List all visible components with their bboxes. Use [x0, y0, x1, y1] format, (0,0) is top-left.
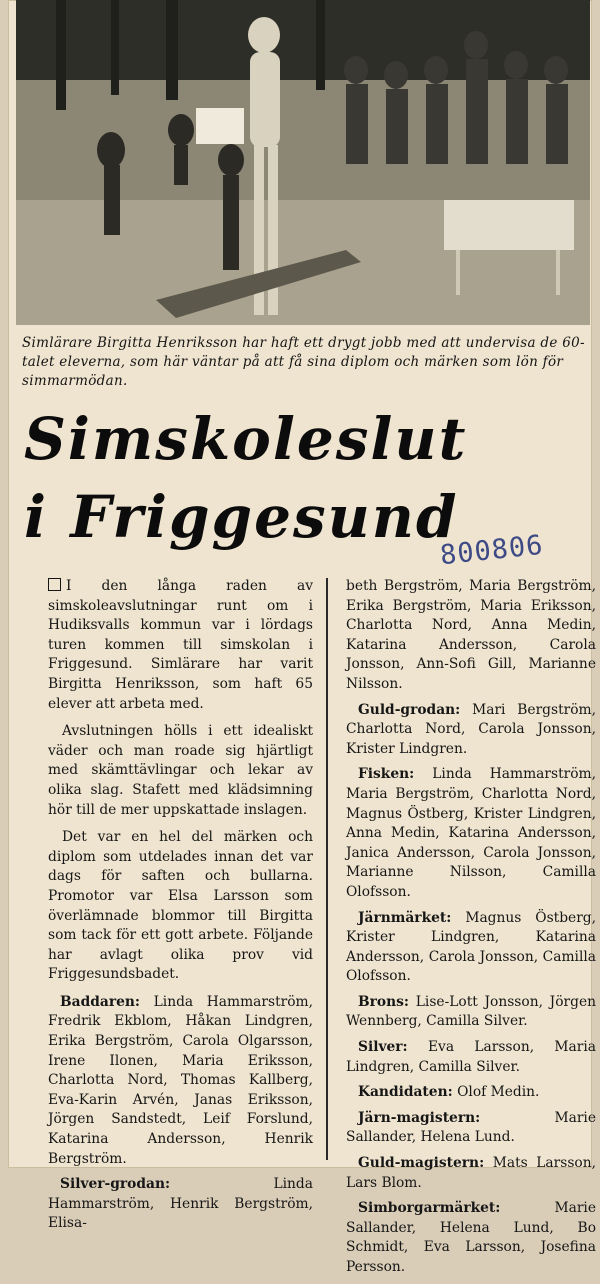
award-title: Brons:	[358, 993, 410, 1010]
award-names: Lise-Lott Jonsson, Jörgen Wennberg, Camilla Silver.	[346, 993, 596, 1030]
article-column-left	[48, 577, 313, 1240]
award-baddaren	[48, 993, 313, 1169]
column-divider	[326, 578, 328, 1160]
award-names: Marie Sallander, Helena Lund.	[346, 1109, 596, 1146]
headline	[24, 400, 584, 556]
award-names: Linda Hammarström, Fredrik Ekblom, Håkan Lindgren, Erika Bergström, Carola Olgarsson, Irene Ilonen, Maria Eriksson, Charlotta Nord, Thomas Kallberg, Eva-Karin Arvén, Janas Eriksson, Jörgen Sandstedt, Leif Forslund, Katarina Andersson, Henrik Bergström.	[48, 993, 313, 1167]
award-brons	[346, 993, 596, 1032]
photo-caption: Simlärare Birgitta Henriksson har haft ett drygt jobb med att undervisa de 60-talet eleverna, som här väntar på att få sina diplom och märken som lön för simmarmödan.	[22, 335, 585, 389]
award-title: Kandidaten:	[358, 1084, 453, 1101]
award-kandidaten	[346, 1083, 596, 1103]
award-fisken	[346, 765, 596, 902]
award-names: Linda Hammarström, Henrik Bergström, Elisa-	[48, 1176, 313, 1232]
article-start-box-icon	[48, 578, 61, 591]
award-title: Baddaren:	[60, 993, 141, 1010]
award-title: Guld-magistern:	[358, 1155, 485, 1172]
award-silver	[346, 1038, 596, 1077]
headline-line-1: Simskoleslut	[24, 405, 468, 473]
paragraph-2: Avslutningen hölls i ett idealiskt väder och man roade sig hjärtligt med skämttävlingar och lekar av olika slag. Stafett med klädsimning hör till de mer uppskattade inslagen.	[48, 723, 313, 818]
award-names: Linda Hammarström, Maria Bergström, Charlotta Nord, Magnus Östberg, Krister Lindgren, Anna Medin, Katarina Andersson, Janica Andersson, Carola Jonsson, Marianne Nilsson, Camilla Olofsson.	[346, 766, 596, 900]
award-names: beth Bergström, Maria Bergström, Erika Bergström, Maria Eriksson, Charlotta Nord, Anna Medin, Katarina Andersson, Carola Jonsson, Ann-Sofi Gill, Marianne Nilsson.	[346, 578, 596, 692]
award-jarn-magistern	[346, 1109, 596, 1148]
award-jarnmarket	[346, 909, 596, 987]
award-title: Simborgarmärket:	[358, 1200, 501, 1217]
award-silver-grodan	[48, 1175, 313, 1234]
paragraph-3: Det var en hel del märken och diplom som utdelades innan det var dags för saften och bullarna. Promotor var Elsa Larsson som överlämnade blommor till Birgitta som tack för ett gott arbete. Följande har avlagt olika prov vid Friggesundsbadet.	[48, 829, 313, 983]
headline-line-2: i Friggesund	[24, 483, 459, 551]
award-guld-grodan	[346, 701, 596, 760]
swim-school-photo	[16, 0, 590, 325]
award-title: Järn-magistern:	[358, 1109, 481, 1126]
award-names: Olof Medin.	[457, 1084, 540, 1101]
award-guld-magistern	[346, 1154, 596, 1193]
award-title: Silver-grodan:	[60, 1176, 171, 1193]
award-title: Guld-grodan:	[358, 701, 461, 718]
award-title: Silver:	[358, 1039, 408, 1056]
photo-illustration	[16, 0, 590, 325]
article-column-right	[346, 577, 596, 1284]
award-names: Mats Larsson, Lars Blom.	[346, 1155, 596, 1191]
date-stamp: 800806	[438, 529, 545, 572]
award-names: Eva Larsson, Maria Lindgren, Camilla Silver.	[346, 1039, 597, 1075]
award-names: Marie Sallander, Helena Lund, Bo Schmidt, Eva Larsson, Josefina Persson.	[346, 1200, 596, 1275]
award-silver-grodan-continued	[346, 577, 596, 695]
award-simborgarmarket	[346, 1199, 596, 1277]
newspaper-clipping	[8, 0, 597, 1275]
award-title: Fisken:	[358, 766, 415, 783]
paragraph-intro: I den långa raden av simskoleavslutningar runt om i Hudiksvalls kommun var i lördags turen kommen till simskolan i Friggesund. Simlärare har varit Birgitta Henriksson, som haft 65 elever att arbeta med.	[48, 578, 313, 712]
award-names: Mari Bergström, Charlotta Nord, Carola Jonsson, Krister Lindgren.	[346, 701, 596, 757]
award-title: Järnmärket:	[358, 909, 452, 926]
award-names: Magnus Östberg, Krister Lindgren, Katarina Andersson, Carola Jonsson, Camilla Olofsson.	[346, 909, 597, 985]
